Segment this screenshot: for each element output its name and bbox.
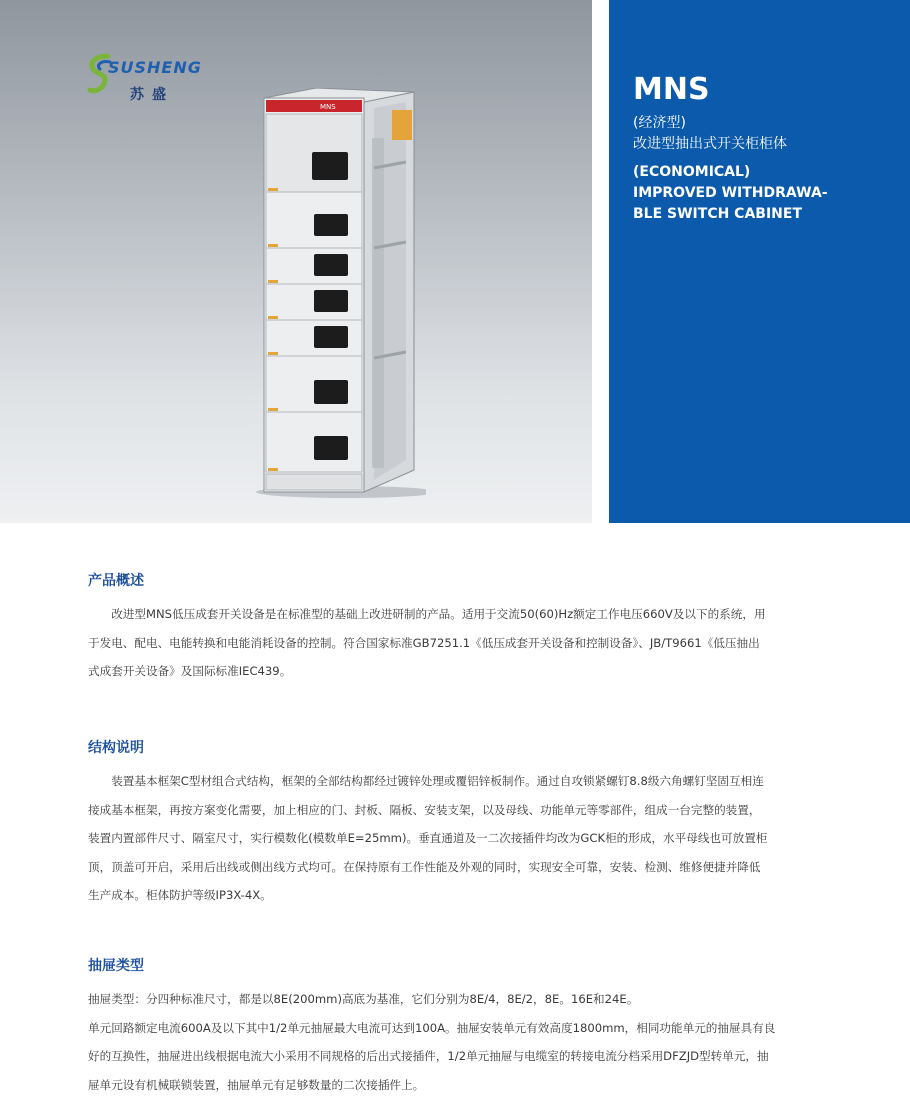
logo-wordmark: SUSHENG <box>108 58 202 77</box>
paragraph-line: 好的互换性，抽屉进出线根据电流大小采用不同规格的后出式接插件，1/2单元抽屉与电缆室的转接电流分档采用DFZJD型转单元，抽 <box>88 1042 848 1071</box>
paragraph-line: 装置基本框架C型材组合式结构，框架的全部结构都经过镀锌处理或覆铝锌板制作。通过自攻锁紧螺钉8.8级六角螺钉坚固互相连 <box>88 767 848 796</box>
paragraph-line: 生产成本。柜体防护等级IP3X-4X。 <box>88 881 848 910</box>
paragraph-line: 顶，顶盖可开启，采用后出线或侧出线方式均可。在保持原有工作性能及外观的同时，实现安全可靠，安装、检测、维修便捷并降低 <box>88 853 848 882</box>
section-structure <box>88 737 848 910</box>
product-subtitle-cn: 改进型抽出式开关柜柜体 <box>633 133 787 153</box>
section-title-structure: 结构说明 <box>88 737 848 757</box>
section-overview <box>88 570 848 686</box>
subtitle-en-line: IMPROVED WITHDRAWA- <box>633 183 893 204</box>
paragraph-line: 抽屉类型：分四种标准尺寸，都是以8E(200mm)高底为基准，它们分别为8E/4，8E/2，8E。16E和24E。 <box>88 985 848 1014</box>
section-title-overview: 产品概述 <box>88 570 848 590</box>
logo-chinese-name: 苏盛 <box>130 84 174 104</box>
mns-cabinet-illustration <box>256 88 426 498</box>
product-subtitle-en <box>633 162 893 225</box>
hero-product-photo <box>0 0 592 523</box>
product-title: MNS <box>633 72 710 107</box>
title-panel <box>609 0 910 523</box>
paragraph-line: 于发电、配电、电能转换和电能消耗设备的控制。符合国家标准GB7251.1《低压成套开关设备和控制设备》、JB/T9661《低压抽出 <box>88 629 848 658</box>
paragraph-line: 改进型MNS低压成套开关设备是在标准型的基础上改进研制的产品。适用于交流50(60)Hz额定工作电压660V及以下的系统，用 <box>88 600 848 629</box>
paragraph-line: 屉单元设有机械联锁装置，抽屉单元有足够数量的二次接插件上。 <box>88 1071 848 1099</box>
subtitle-en-line: (ECONOMICAL) <box>633 162 893 183</box>
section-drawer-types <box>88 955 848 1099</box>
paragraph-line: 接成基本框架，再按方案变化需要，加上相应的门、封板、隔板、安装支架，以及母线、功能单元等零部件，组成一台完整的装置， <box>88 796 848 825</box>
paragraph-line: 单元回路额定电流600A及以下其中1/2单元抽屉最大电流可达到100A。抽屉安装单元有效高度1800mm，相同功能单元的抽屉具有良 <box>88 1014 848 1043</box>
paragraph-line: 式成套开关设备》及国际标准IEC439。 <box>88 657 848 686</box>
subtitle-en-line: BLE SWITCH CABINET <box>633 204 893 225</box>
section-title-drawer-types: 抽屉类型 <box>88 955 848 975</box>
cabinet-label: MNS <box>320 103 336 111</box>
paragraph-line: 装置内置部件尺寸、隔室尺寸，实行模数化(模数单E=25mm)。垂直通道及一二次接插件均改为GCK柜的形成，水平母线也可放置柜 <box>88 824 848 853</box>
company-logo <box>86 50 226 106</box>
product-subtitle-cn-type: (经济型) <box>633 112 686 132</box>
